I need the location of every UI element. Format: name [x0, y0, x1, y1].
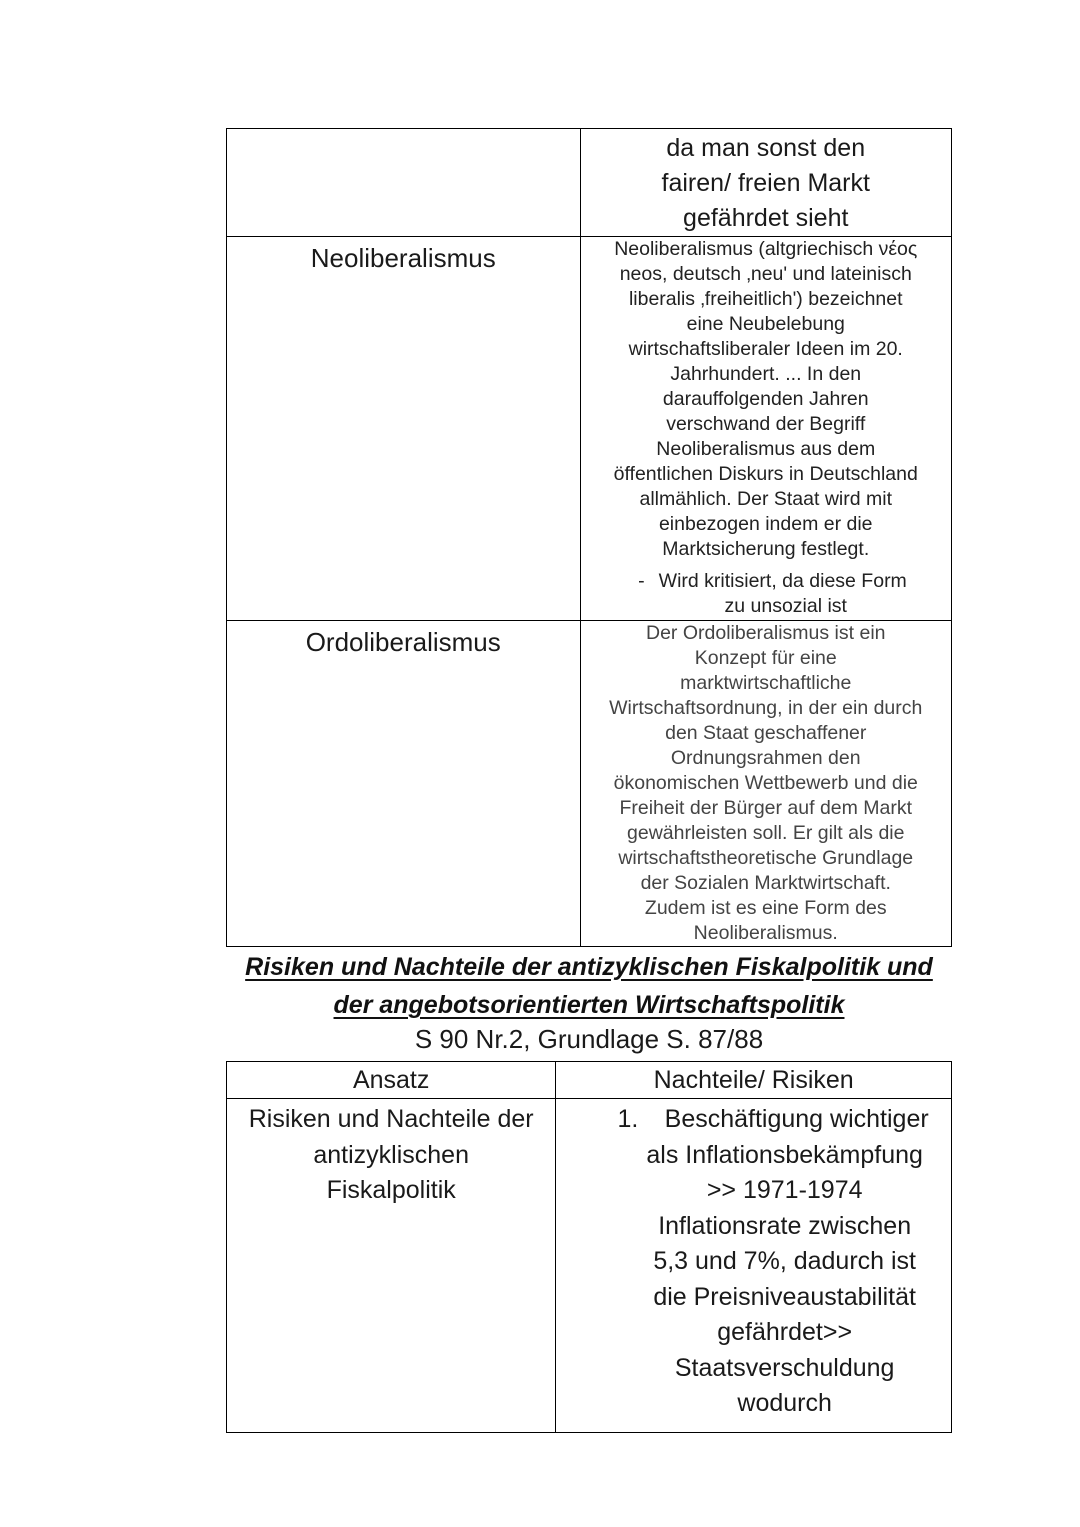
table-row	[227, 621, 952, 947]
definition-neoliberalismus: Neoliberalismus (altgriechisch νέος neos, deutsch ‚neu' und lateinisch liberalis ‚freiheitlich') bezeichnet eine Neubelebung wirtschaftsliberaler Ideen im 20. Jahrhundert. ... In den darauffolgenden Jahren verschwand der Begriff Neoliberalismus aus dem öffentlichen Diskurs in Deutschland allmählich. Der Staat wird mit einbezogen indem er die Marktsicherung festlegt. - Wird kritisiert, da diese Form zu unsozial ist	[580, 237, 952, 621]
risks-cell: 1. Beschäftigung wichtiger als Inflationsbekämpfung >> 1971-1974 Inflationsrate zwischen 5,3 und 7%, dadurch ist die Preisniveaustabilität gefährdet>> Staatsverschuldung wodurch	[556, 1099, 952, 1433]
liberalism-table	[226, 128, 952, 947]
section-heading: Risiken und Nachteile der antizyklischen Fiskalpolitik und der angebotsorientierten Wirtschaftspolitik	[245, 953, 933, 1019]
table-row	[227, 237, 952, 621]
definition-ordoliberalismus: Der Ordoliberalismus ist ein Konzept für eine marktwirtschaftliche Wirtschaftsordnung, in der ein durch den Staat geschaffener Ordnungsrahmen den ökonomischen Wettbewerb und die Freiheit der Bürger auf dem Markt gewährleisten soll. Er gilt als die wirtschaftstheoretische Grundlage der Sozialen Marktwirtschaft. Zudem ist es eine Form des Neoliberalismus.	[580, 621, 952, 947]
continuation-cell: da man sonst den fairen/ freien Markt gefährdet sieht	[580, 129, 952, 237]
term-ordoliberalismus: Ordoliberalismus	[227, 621, 581, 947]
list-number: 1.	[617, 1105, 639, 1133]
table-row	[227, 129, 952, 237]
table-row	[227, 1099, 952, 1433]
risks-table	[226, 1061, 952, 1433]
empty-cell	[227, 129, 581, 237]
term-neoliberalismus: Neoliberalismus	[227, 237, 581, 621]
page-reference: S 90 Nr.2, Grundlage S. 87/88	[414, 1024, 764, 1054]
ansatz-cell: Risiken und Nachteile der antizyklischen Fiskalpolitik	[227, 1099, 556, 1433]
bullet-dash: -	[638, 570, 645, 592]
column-header-ansatz: Ansatz	[227, 1062, 556, 1099]
bullet-item: - Wird kritisiert, da diese Form	[587, 569, 946, 594]
column-header-nachteile: Nachteile/ Risiken	[556, 1062, 952, 1099]
table-header-row	[227, 1062, 952, 1099]
list-item: 1. Beschäftigung wichtiger	[560, 1102, 947, 1138]
